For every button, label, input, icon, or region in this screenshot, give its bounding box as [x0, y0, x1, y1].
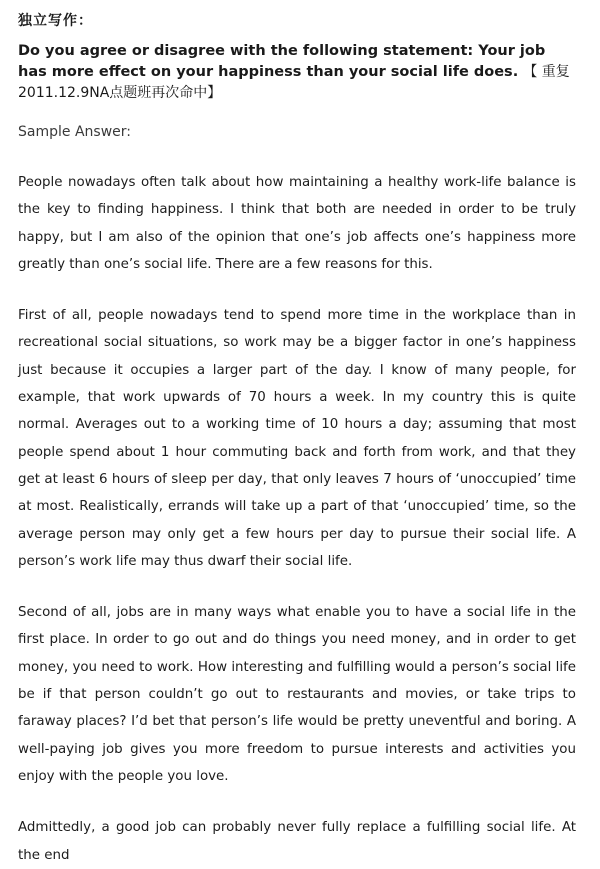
- essay-paragraph-2: First of all, people nowadays tend to spend more time in the workplace than in recreational social situations, so work may be a bigger factor in one’s happiness just because it occupies a larger part of the day. I know of many people, for example, that work upwards of 70 hours a week. In my country this is quite normal. Averages out to a working time of 10 hours a day; assuming that most people spend about 1 hour commuting back and forth from work, and that they get at least 6 hours of sleep per day, that only leaves 7 hours of ‘unoccupied’ time at most. Realistically, errands will take up a part of that ‘unoccupied’ time, so the average person may only get a few hours per day to pursue their social life. A person’s work life may thus dwarf their social life.: [18, 308, 576, 569]
- essay-paragraph-1: People nowadays often talk about how maintaining a healthy work-life balance is the key to finding happiness. I think that both are needed in order to be truly happy, but I am also of the opinion that one’s job affects one’s happiness more greatly than one’s social life. There are a few reasons for this.: [18, 175, 576, 272]
- sample-answer-label: Sample Answer:: [18, 124, 131, 140]
- essay-prompt: [18, 41, 576, 104]
- section-label: 独立写作：: [18, 13, 93, 29]
- document-page: [18, 10, 576, 869]
- essay-paragraph-3: Second of all, jobs are in many ways what enable you to have a social life in the first place. In order to go out and do things you need money, and in order to get money, you need to work. How interesting and fulfilling would a person’s social life be if that person couldn’t go out to restaurants and movies, or take trips to faraway places? I’d bet that person’s life would be pretty uneventful and boring. A well-paying job gives you more freedom to pursue interests and activities you enjoy with the people you love.: [18, 605, 576, 784]
- prompt-source-note: 【 重复2011.12.9NA点题班再次命中】: [18, 64, 570, 101]
- prompt-text: Do you agree or disagree with the following statement: Your job has more effect on your happiness than your social life does.: [18, 43, 546, 80]
- essay-paragraph-4: Admittedly, a good job can probably never fully replace a fulfilling social life. At the end: [18, 820, 576, 863]
- essay-body: [18, 169, 576, 869]
